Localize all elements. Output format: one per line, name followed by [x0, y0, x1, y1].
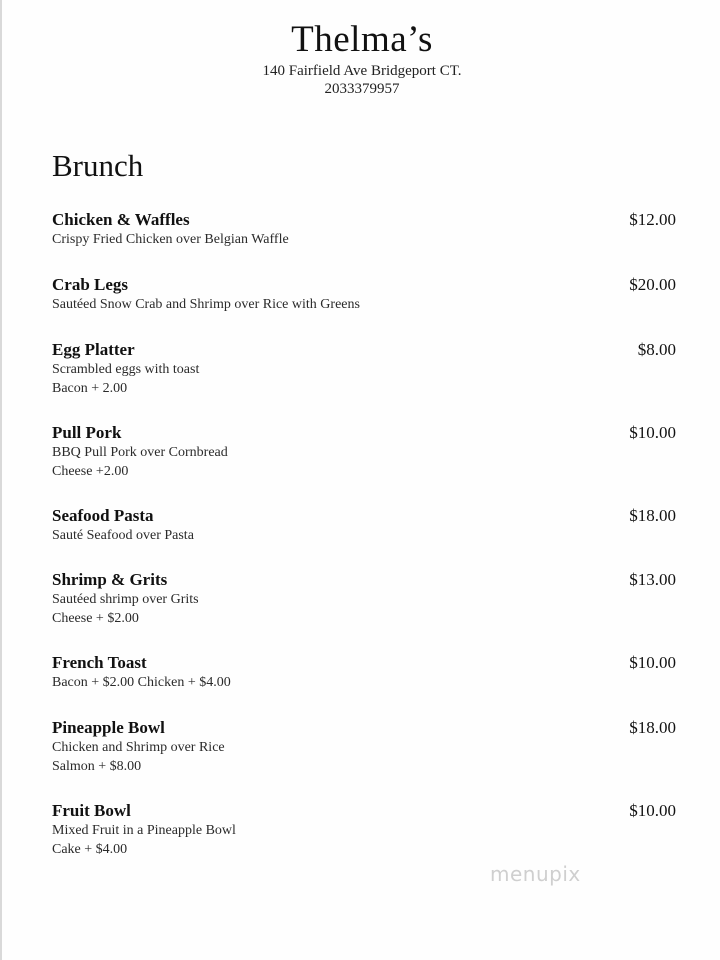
item-description: Sautéed Snow Crab and Shrimp over Rice with Greens: [52, 297, 360, 312]
menu-item: [52, 505, 676, 569]
item-description: Bacon + $2.00 Chicken + $4.00: [52, 675, 231, 690]
item-description: Chicken and Shrimp over Rice: [52, 740, 225, 755]
item-addon: Bacon + 2.00: [52, 380, 128, 396]
item-description: Mixed Fruit in a Pineapple Bowl: [52, 823, 236, 838]
restaurant-phone: 2033379957: [324, 81, 400, 97]
item-addon: Cake + $4.00: [52, 841, 128, 857]
item-name: Chicken & Waffles: [52, 210, 190, 229]
item-price: $13.00: [629, 570, 676, 589]
item-description: Sautéed shrimp over Grits: [52, 592, 199, 607]
item-price: $8.00: [637, 340, 676, 359]
item-description: BBQ Pull Pork over Cornbread: [52, 445, 228, 460]
item-price: $18.00: [629, 506, 676, 525]
item-name: Fruit Bowl: [52, 801, 131, 820]
item-addon: Cheese + $2.00: [52, 610, 139, 626]
item-description: Sauté Seafood over Pasta: [52, 528, 194, 543]
menu-item: [52, 569, 676, 652]
restaurant-address: 140 Fairfield Ave Bridgeport CT.: [262, 63, 462, 79]
menu-item: [52, 717, 676, 800]
item-addon: Salmon + $8.00: [52, 758, 142, 774]
menu-header: [2, 18, 720, 98]
menu-item: [52, 274, 676, 339]
item-name: Pineapple Bowl: [52, 718, 165, 737]
menu-item: [52, 209, 676, 274]
item-name: Shrimp & Grits: [52, 570, 168, 589]
menu-item-list: [52, 209, 676, 860]
menu-item: [52, 800, 676, 860]
menu-item: [52, 652, 676, 717]
item-name: Seafood Pasta: [52, 506, 154, 525]
item-name: Egg Platter: [52, 340, 135, 359]
item-price: $20.00: [629, 275, 676, 294]
item-price: $18.00: [629, 718, 676, 737]
item-name: French Toast: [52, 653, 147, 672]
item-price: $12.00: [629, 210, 676, 229]
item-name: Pull Pork: [52, 423, 122, 442]
item-description: Crispy Fried Chicken over Belgian Waffle: [52, 232, 289, 247]
item-price: $10.00: [629, 653, 676, 672]
section-title: Brunch: [52, 148, 144, 183]
item-addon: Cheese +2.00: [52, 463, 129, 479]
item-price: $10.00: [629, 423, 676, 442]
item-description: Scrambled eggs with toast: [52, 362, 200, 377]
menu-item: [52, 422, 676, 505]
restaurant-name: Thelma’s: [291, 19, 433, 60]
item-price: $10.00: [629, 801, 676, 820]
menupix-watermark: menupix: [490, 862, 581, 886]
menu-item: [52, 339, 676, 422]
item-name: Crab Legs: [52, 275, 129, 294]
